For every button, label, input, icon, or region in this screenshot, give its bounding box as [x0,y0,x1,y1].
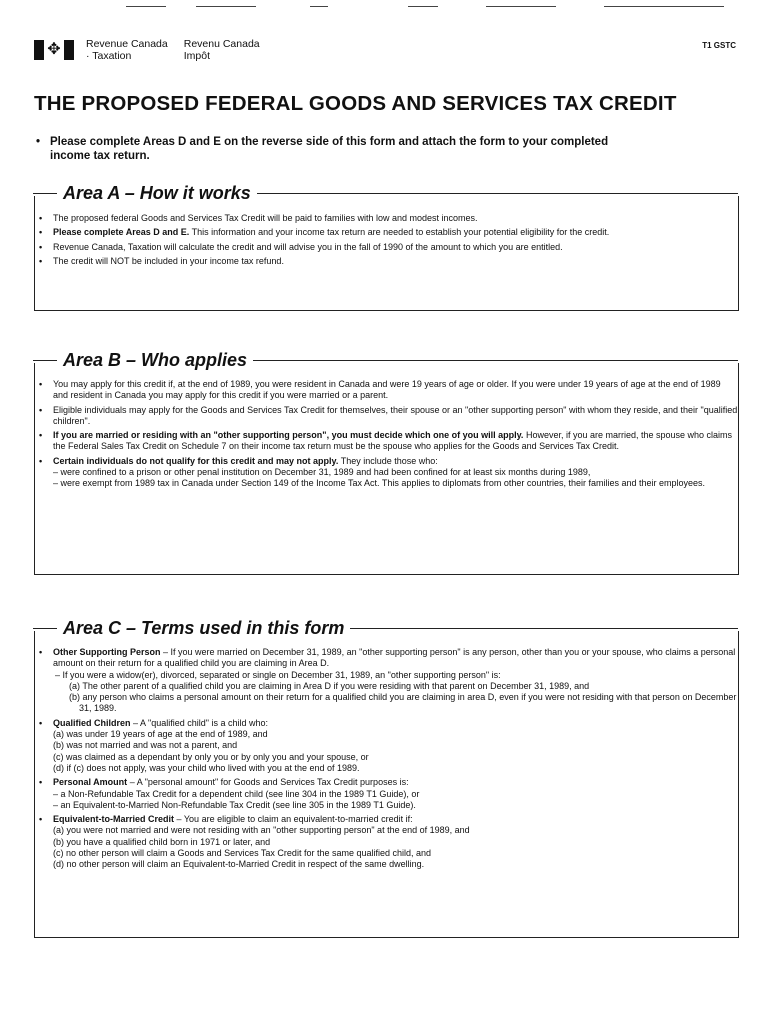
item-text: – You are eligible to claim an equivalent-to-married credit if: [176,814,413,825]
bullet: • [36,136,41,148]
list-item: • You may apply for this credit if, at the end of 1989, you were resident in Canada and were 19 years of age or older. If you were under 19 years of age at the end of 1989 and resident in Canada you may apply for this credit if you were married or a parent. [39,379,721,401]
list-item: • Other Supporting Person – If you were married on December 31, 1989, an "other supporting person" is any person, other than you or your spouse, who claims a personal amount on their return for a qualified child you are claiming in Area D. – If you were a widow(er), divorced, separated or single on December 31, 1989, an "other supporting person" is: (a) The other parent of a qualified child you are claiming in Area D if you were residing with that parent on December 31, 1989, and (b) any person who claims a personal amount on their return for a qualified child you are claiming in area D, even if you were not residing with that person on December 31, 1989. [39,647,737,714]
rule [33,360,57,361]
org-line: Impôt [183,50,210,62]
item-text: – If you were married on December 31, 1989, an "other supporting person" is any person, other than you or your spouse, who claims a personal amount on their return for a qualified child you are claiming in Area D. [53,647,736,669]
government-signature [34,38,276,62]
list-item: • Personal Amount – A "personal amount" for Goods and Services Tax Credit purposes is: – a Non-Refundable Tax Credit for a dependent child (see line 304 in the 1989 T1 Guide), or – an Equivalent-to-Married Non-Refundable Tax Credit (see line 305 in the 1989 T1 Guide). [35,777,738,811]
sub-item: – were confined to a prison or other penal institution on December 31, 1989 and had been confined for at least six months during 1989, [53,467,591,478]
area-a [34,183,739,311]
rule [33,193,57,194]
item-text: The credit will NOT be included in your income tax refund. [53,255,284,266]
org-line-text: Taxation [92,50,132,62]
list-item: • Please complete Areas D and E. This information and your income tax return are needed to establish your potential eligibility for the credit. [39,227,610,238]
sub-item: (d) no other person will claim an Equivalent-to-Married Credit in respect of the same dwelling. [53,859,425,870]
sub-item: (b) was not married and was not a parent, and [53,740,238,751]
area-c-list [35,631,738,871]
list-item: • Equivalent-to-Married Credit – You are eligible to claim an equivalent-to-married credit if: (a) you were not married and were not residing with an "other supporting person" at the end of 1989, and (b) you have a qualified child born in 1971 or later, and (c) no other person will claim a Goods and Services Tax Credit for the same qualified child, and (d) no other person will claim an Equivalent-to-Married Credit in respect of the same dwelling. [35,814,738,870]
top-rule [486,6,556,7]
list-item: • Qualified Children – A "qualified child" is a child who: (a) was under 19 years of age at the end of 1989, and (b) was not married and was not a parent, and (c) was claimed as a dependant by only you or by only you and your spouse, or (d) if (c) does not apply, was your child who lived with you at the end of 1989. [35,718,738,774]
area-a-title: Area A – How it works [63,183,251,203]
org-line: · Taxation [86,50,132,62]
area-c-header [33,618,738,639]
flag-bar-right [64,40,74,60]
top-rule [126,6,166,7]
canada-flag [34,38,86,62]
item-lead: If you are married or residing with an "other supporting person", you must decide which one of you will apply. [53,430,524,441]
area-b-header [33,350,738,371]
top-rule [604,6,724,7]
flag-bar-left [34,40,44,60]
sub-item: (d) if (c) does not apply, was your child who lived with you at the end of 1989. [53,762,360,773]
sub-item: (a) was under 19 years of age at the end of 1989, and [53,729,268,740]
list-item: • The credit will NOT be included in your income tax refund. [39,255,284,266]
rule [257,193,738,194]
item-text: – A "personal amount" for Goods and Services Tax Credit purposes is: [129,777,409,788]
sub-item: (a) you were not married and were not residing with an "other supporting person" at the end of 1989, and [53,825,470,836]
sub-item: (a) The other parent of a qualified child you are claiming in Area D if you were residing with that parent on December 31, 1989, and [69,680,590,691]
rule [33,628,57,629]
top-rule [408,6,438,7]
sub-item: – an Equivalent-to-Married Non-Refundable Tax Credit (see line 305 in the 1989 T1 Guide). [53,799,416,810]
sub-item: – were exempt from 1989 tax in Canada under Section 149 of the Income Tax Act. This applies to diplomats from other countries, their families and their employees. [53,478,706,489]
top-rule [310,6,328,7]
item-text: – A "qualified child" is a child who: [133,717,269,728]
sub-item: (b) any person who claims a personal amount on their return for a qualified child you are claiming in area D, even if you were not residing with that person on December 31, 1989. [69,692,737,714]
list-item: • Certain individuals do not qualify for this credit and may not apply. They include those who: – were confined to a prison or other penal institution on December 31, 1989 and had been confined for at least six months during 1989, – were exempt from 1989 tax in Canada under Section 149 of the Income Tax Act. This applies to diplomats from other countries, their families and their employees. [35,456,738,490]
item-text: This information and your income tax return are needed to establish your potential eligibility for the credit. [191,227,610,238]
area-b-title: Area B – Who applies [63,350,248,370]
list-item: • The proposed federal Goods and Services Tax Credit will be paid to families with low and modest incomes. [39,213,478,223]
org-name-french [184,38,260,62]
org-name-english [86,38,168,62]
intro-line: Please complete Areas D and E on the reverse side of this form and attach the form to your completed [50,136,609,148]
item-lead: Personal Amount [53,777,128,788]
intro-instruction [36,135,736,163]
sub-item: – If you were a widow(er), divorced, separated or single on December 31, 1989, an "other supporting person" is: [55,669,501,680]
rule [253,360,738,361]
rule [350,628,738,629]
page-title: THE PROPOSED FEDERAL GOODS AND SERVICES TAX CREDIT [34,92,677,115]
org-line: Revenu Canada [183,38,260,50]
list-item: • If you are married or residing with an "other supporting person", you must decide which one of you will apply. However, if you are married, the spouse who claims the Federal Sales Tax Credit on Schedule 7 on their income tax return must be the spouse who applies for the Goods and Services Tax Credit. [39,430,733,452]
area-b-list [35,363,738,490]
sub-item: (c) no other person will claim a Goods and Services Tax Credit for the same qualified child, and [53,848,432,859]
item-text: You may apply for this credit if, at the end of 1989, you were resident in Canada and were 19 years of age or older. If you were under 19 years of age at the end of 1989 and resident in Canada you may apply for this credit if you were married or a parent. [53,379,721,401]
sub-item: (b) you have a qualified child born in 1971 or later, and [53,836,271,847]
area-b [34,350,739,575]
item-text: The proposed federal Goods and Services Tax Credit will be paid to families with low and modest incomes. [53,213,478,223]
area-a-header [33,183,738,204]
item-lead: Certain individuals do not qualify for this credit and may not apply. [53,455,339,466]
item-text: They include those who: [340,455,438,466]
item-lead: Other Supporting Person [53,647,161,657]
item-text: Revenue Canada, Taxation will calculate the credit and will advise you in the fall of 1990 of the amount to which you are entitled. [53,241,563,252]
sub-item: – a Non-Refundable Tax Credit for a dependent child (see line 304 in the 1989 T1 Guide), or [53,788,420,799]
list-item: • Eligible individuals may apply for the Goods and Services Tax Credit for themselves, their spouse or an "other supporting person" with whom they reside, and their "qualified children". [39,404,738,426]
item-lead: Equivalent-to-Married Credit [53,814,175,825]
item-text: However, if you are married, the spouse who claims the Federal Sales Tax Credit on Schedule 7 on their income tax return must be the spouse who applies for the Goods and Services Tax Credit. [53,430,733,452]
item-text: Eligible individuals may apply for the Goods and Services Tax Credit for themselves, their spouse or an "other supporting person" with whom they reside, and their "qualified children". [53,404,738,426]
form-number: T1 GSTC [702,41,736,50]
area-c-title: Area C – Terms used in this form [63,618,345,638]
item-lead: Qualified Children [53,717,131,728]
area-a-list [35,196,738,267]
org-line: Revenue Canada [86,38,168,50]
top-rule [196,6,256,7]
item-lead: Please complete Areas D and E. [53,227,190,238]
maple-leaf-icon: ✥ [47,41,61,58]
list-item: • Revenue Canada, Taxation will calculate the credit and will advise you in the fall of 1990 of the amount to which you are entitled. [39,241,563,252]
sub-item: (c) was claimed as a dependant by only you or by only you and your spouse, or [53,751,369,762]
intro-line: income tax return. [50,150,150,162]
area-c [34,618,739,938]
